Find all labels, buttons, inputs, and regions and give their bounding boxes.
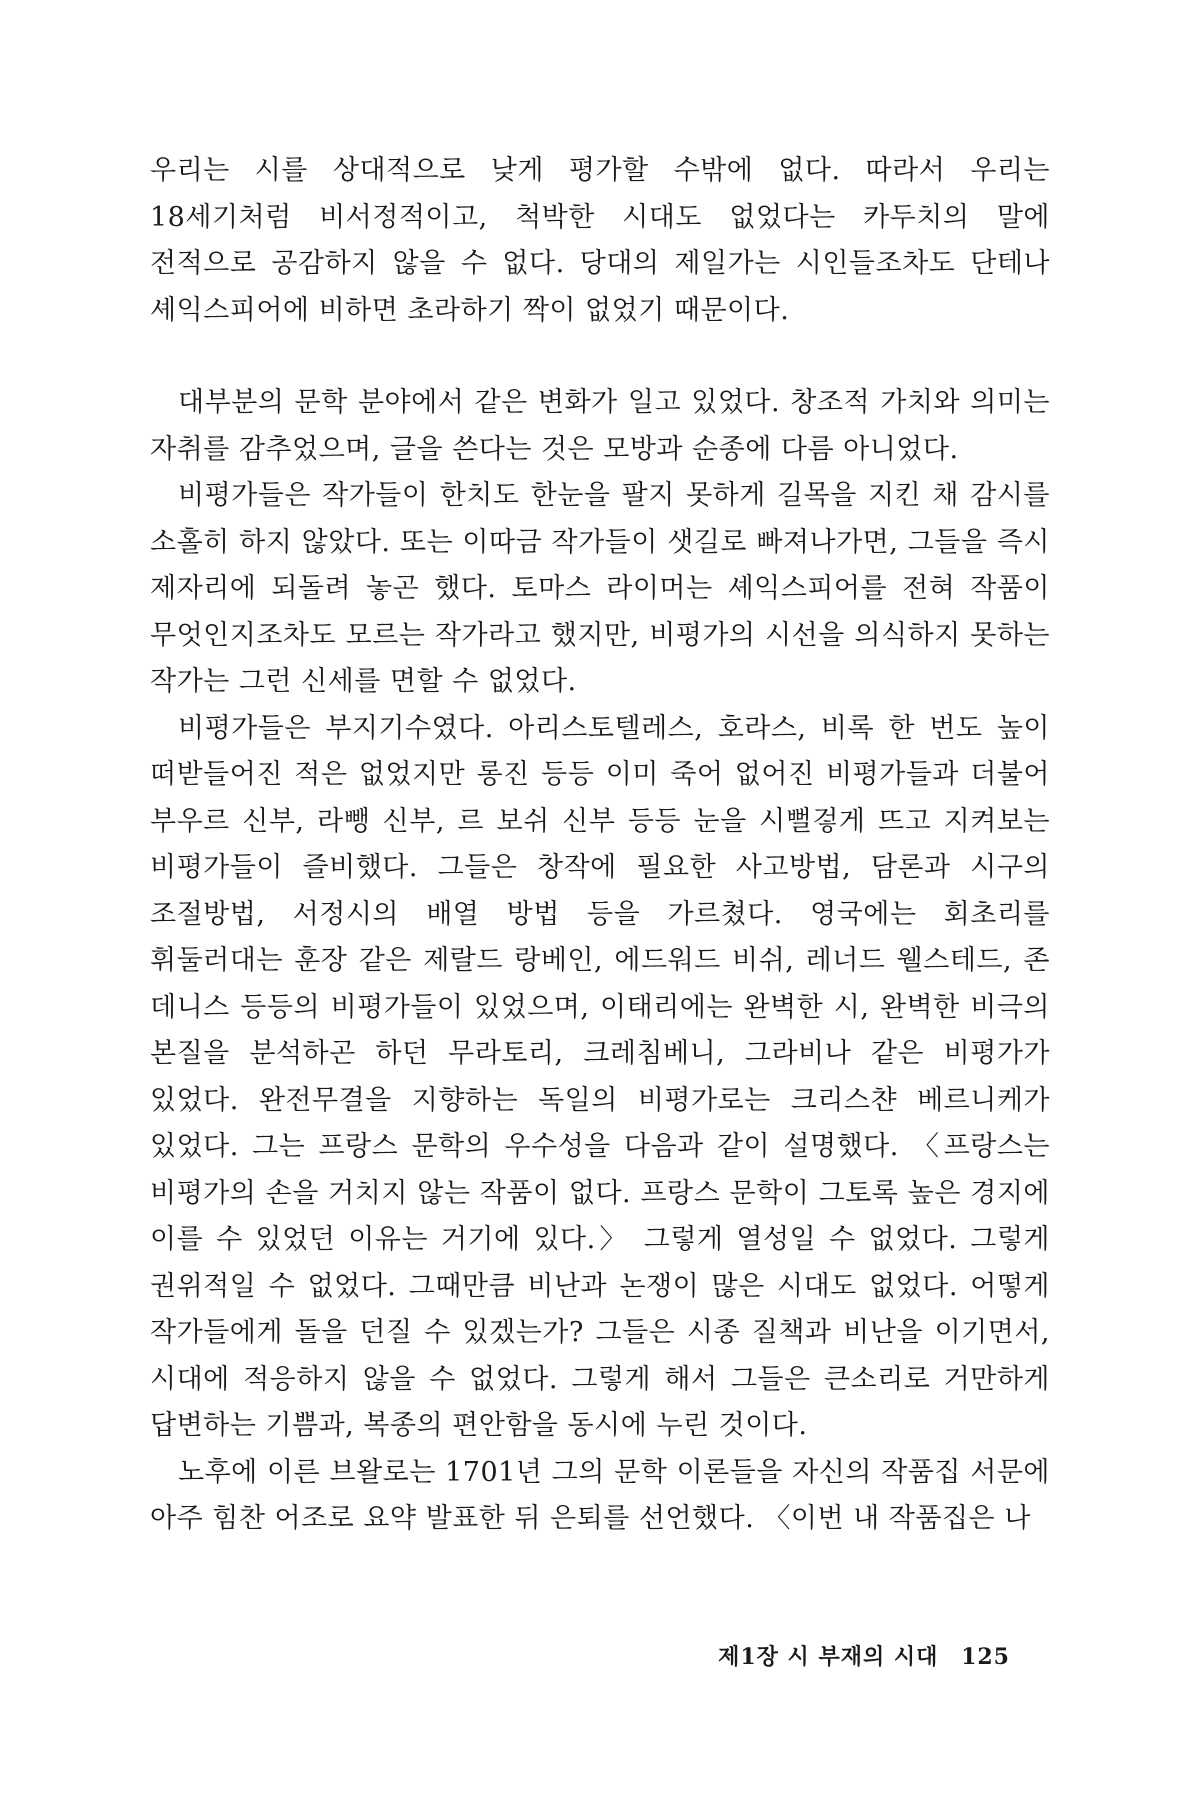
chapter-title: 제1장 시 부재의 시대 bbox=[718, 1644, 939, 1670]
paragraph-2: 대부분의 문학 분야에서 같은 변화가 일고 있었다. 창조적 가치와 의미는 자취를 감추었으며, 글을 쓴다는 것은 모방과 순종에 다름 아니었다. bbox=[150, 387, 1050, 465]
paragraph-5: 노후에 이른 브왈로는 1701년 그의 문학 이론들을 자신의 작품집 서문에 아주 힘찬 어조로 요약 발표한 뒤 은퇴를 선언했다. 〈이번 내 작품집은 나 bbox=[150, 1456, 1050, 1534]
paragraph-1: 우리는 시를 상대적으로 낮게 평가할 수밖에 없다. 따라서 우리는 18세기처럼 비서정적이고, 척박한 시대도 없었다는 카두치의 말에 전적으로 공감하지 않을 수 없다. 당대의 제일가는 시인들조차도 단테나 셰익스피어에 비하면 초라하기 짝이 없었기 때문이다. bbox=[150, 155, 1050, 326]
running-footer bbox=[150, 1640, 1010, 1671]
page-number: 125 bbox=[961, 1644, 1010, 1670]
page-body bbox=[150, 148, 1050, 1748]
paragraph-3: 비평가들은 작가들이 한치도 한눈을 팔지 못하게 길목을 지킨 채 감시를 소홀히 하지 않았다. 또는 이따금 작가들이 샛길로 빠져나가면, 그들을 즉시 제자리에 되돌려 놓곤 했다. 토마스 라이머는 셰익스피어를 전혀 작품이 무엇인지조차도 모르는 작가라고 했지만, 비평가의 시선을 의식하지 못하는 작가는 그런 신세를 면할 수 없었다. bbox=[150, 480, 1050, 697]
paragraph-4: 비평가들은 부지기수였다. 아리스토텔레스, 호라스, 비록 한 번도 높이 떠받들어진 적은 없었지만 롱진 등등 이미 죽어 없어진 비평가들과 더불어 부우르 신부, 라뺑 신부, 르 보쉬 신부 등등 눈을 시뻘겋게 뜨고 지켜보는 비평가들이 즐비했다. 그들은 창작에 필요한 사고방법, 담론과 시구의 조절방법, 서정시의 배열 방법 등을 가르쳤다. 영국에는 회초리를 휘둘러대는 훈장 같은 제랄드 랑베인, 에드워드 비쉬, 레너드 웰스테드, 존 데니스 등등의 비평가들이 있었으며, 이태리에는 완벽한 시, 완벽한 비극의 본질을 분석하곤 하던 무라토리, 크레침베니, 그라비나 같은 비평가가 있었다. 완전무결을 지향하는 독일의 비평가로는 크리스챤 베르니케가 있었다. 그는 프랑스 문학의 우수성을 다음과 같이 설명했다. 〈프랑스는 비평가의 손을 거치지 않는 작품이 없다. 프랑스 문학이 그토록 높은 경지에 이를 수 있었던 이유는 거기에 있다.〉 그렇게 열성일 수 없었다. 그렇게 권위적일 수 없었다. 그때만큼 비난과 논쟁이 많은 시대도 없었다. 어떻게 작가들에게 돌을 던질 수 있겠는가? 그들은 시종 질책과 비난을 이기면서, 시대에 적응하지 않을 수 없었다. 그렇게 해서 그들은 큰소리로 거만하게 답변하는 기쁨과, 복종의 편안함을 동시에 누린 것이다. bbox=[150, 712, 1050, 1441]
section-gap bbox=[150, 334, 1050, 380]
